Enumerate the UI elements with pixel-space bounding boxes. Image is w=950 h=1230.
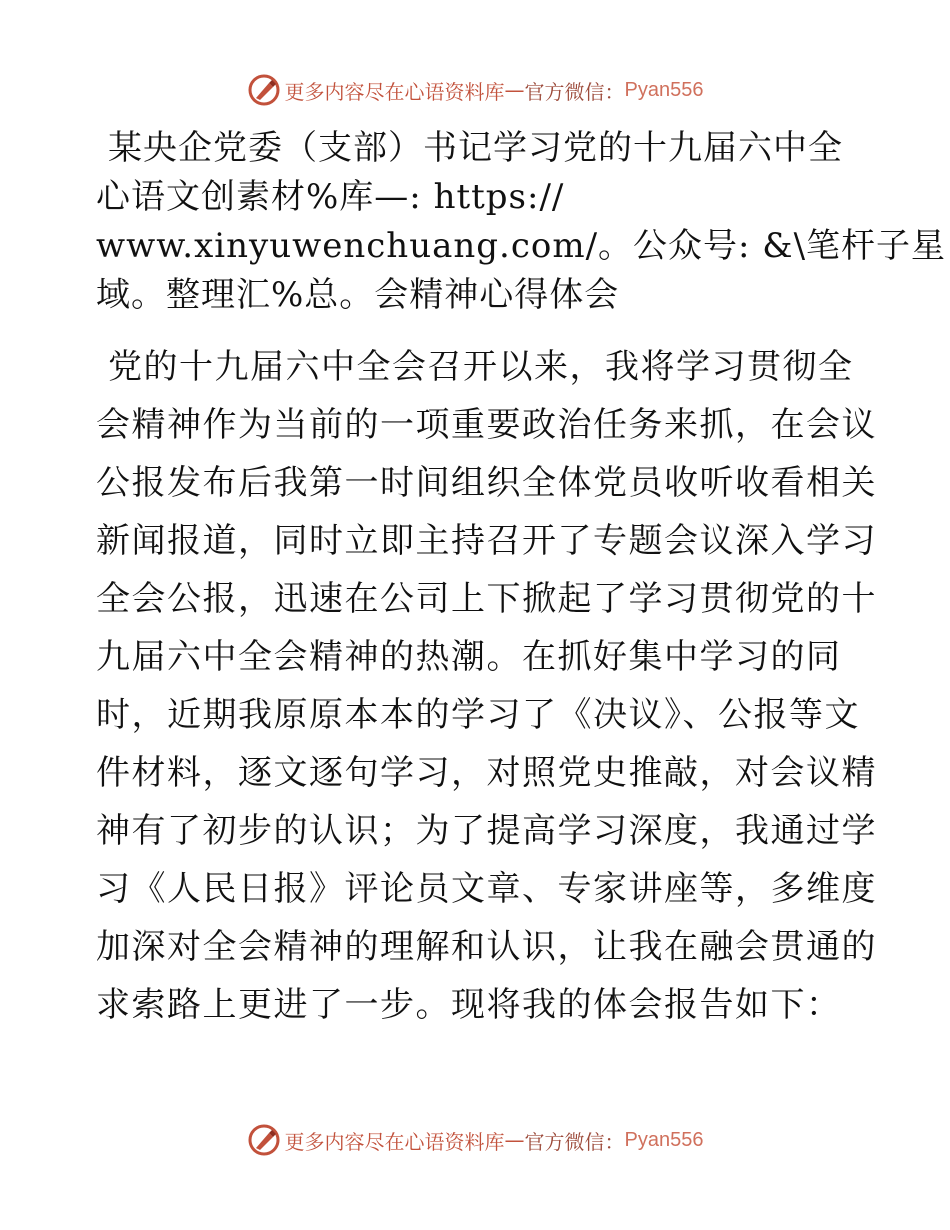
body-line: 全会公报，迅速在公司上下掀起了学习贯彻党的十 xyxy=(96,579,877,619)
body-line: 习《人民日报》评论员文章、专家讲座等，多维度 xyxy=(96,869,877,909)
pen-logo-icon xyxy=(247,1123,281,1157)
body-line: 公报发布后我第一时间组织全体党员收听收看相关 xyxy=(96,463,877,503)
body-paragraph xyxy=(96,338,877,1034)
banner-dash: — xyxy=(504,78,525,102)
body-line: 神有了初步的认识；为了提高学习深度，我通过学 xyxy=(96,811,877,851)
body-line: 件材料，逐文逐句学习，对照党史推敲，对会议精 xyxy=(96,753,877,793)
body-line: 时，近期我原原本本的学习了《决议》、公报等文 xyxy=(96,695,860,735)
pen-logo-icon xyxy=(247,73,281,107)
document-content xyxy=(96,124,947,1034)
body-line: 求索路上更进了一步。现将我的体会报告如下： xyxy=(96,985,842,1025)
header-banner xyxy=(0,68,950,112)
footer-banner xyxy=(0,1118,950,1162)
body-line: 九届六中全会精神的热潮。在抓好集中学习的同 xyxy=(96,637,842,677)
banner-wechat-label: 官方微信： xyxy=(524,79,625,104)
body-line: 加深对全会精神的理解和认识，让我在融会贯通的 xyxy=(96,927,877,967)
title-line: 域。整理汇%总。会精神心得体会 xyxy=(96,275,620,315)
title-line xyxy=(96,173,856,222)
document-title xyxy=(96,124,947,320)
banner-wechat-label: 官方微信： xyxy=(524,1129,625,1154)
banner-wechat-id: Pyan556 xyxy=(624,1128,704,1151)
banner-main-text: 更多内容尽在心语资料库 xyxy=(284,79,505,104)
title-line: www.xinyuwenchuang.com/。公众号: &\笔杆子星 xyxy=(96,226,947,266)
body-line: 党的十九届六中全会召开以来，我将学习贯彻全 xyxy=(108,347,854,387)
banner-dash: — xyxy=(504,1128,525,1152)
title-line-text: 心语文创素材%库—: https:// xyxy=(96,177,565,217)
title-line: 某央企党委（支部）书记学习党的十九届六中全 xyxy=(108,128,843,168)
banner-main-text: 更多内容尽在心语资料库 xyxy=(284,1129,505,1154)
body-line: 新闻报道，同时立即主持召开了专题会议深入学习 xyxy=(96,521,877,561)
body-line: 会精神作为当前的一项重要政治任务来抓，在会议 xyxy=(96,405,877,445)
banner-wechat-id: Pyan556 xyxy=(624,78,704,101)
